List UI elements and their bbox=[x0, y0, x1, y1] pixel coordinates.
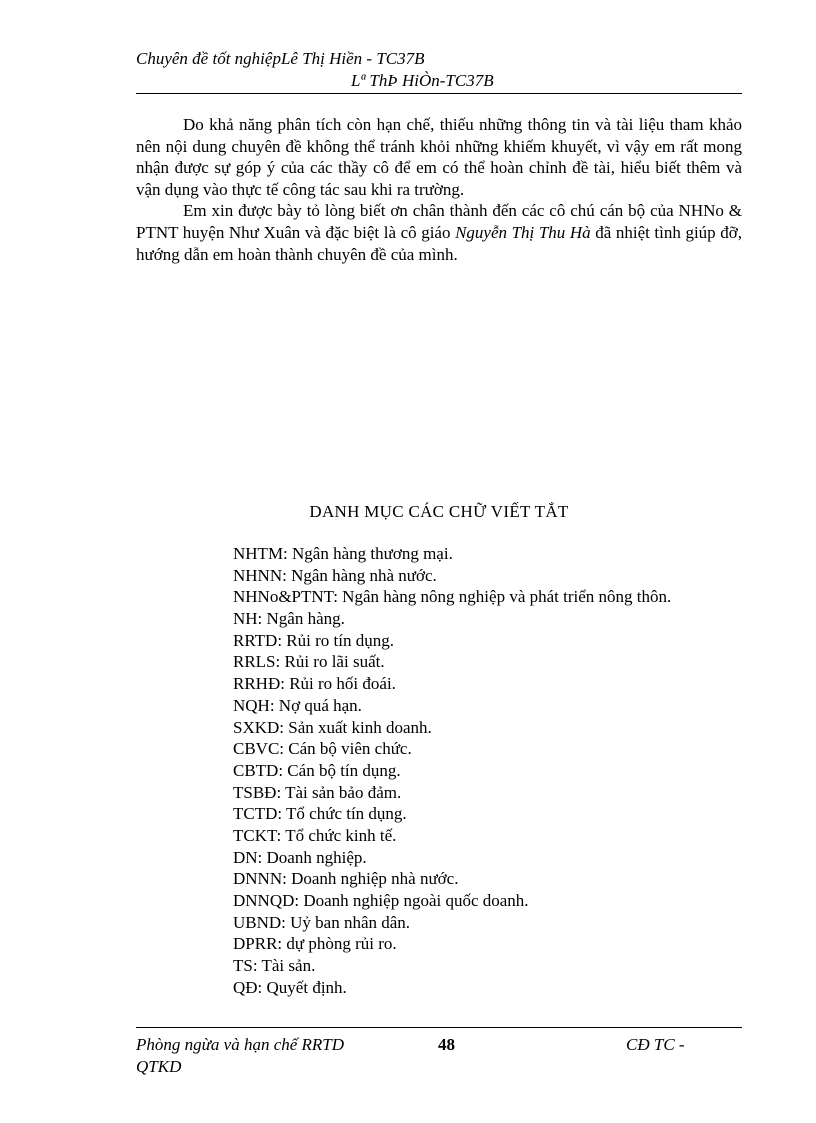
page-header bbox=[136, 48, 742, 92]
abbreviation-item: NQH: Nợ quá hạn. bbox=[233, 695, 362, 715]
abbreviation-item: RRTD: Rủi ro tín dụng. bbox=[233, 630, 394, 650]
abbreviation-item: UBND: Uỷ ban nhân dân. bbox=[233, 912, 411, 932]
footer-department: CĐ TC - bbox=[626, 1035, 685, 1054]
paragraph-limitations: Do khả năng phân tích còn hạn chế, thiếu những thông tin và tài liệu tham khảo nên nội dung chuyên đề không thể tránh khỏi những khiếm khuyết, vì vậy em rất mong nhận được sự góp ý của các thầy cô để em có thể hoàn chỉnh đề tài, hiểu biết thêm và vận dụng vào thực tế công tác sau khi ra trường. bbox=[136, 115, 742, 199]
abbreviation-item: TS: Tài sản. bbox=[233, 956, 316, 976]
abbreviation-item: DN: Doanh nghiệp. bbox=[233, 847, 367, 867]
abbreviation-item: CBVC: Cán bộ viên chức. bbox=[233, 739, 412, 759]
abbreviation-item: CBTD: Cán bộ tín dụng. bbox=[233, 760, 401, 780]
supervisor-name: Nguyễn Thị Thu Hà bbox=[455, 222, 591, 242]
header-title: Chuyên đề tốt nghiệpLê Thị Hiền - TC37B bbox=[136, 49, 425, 68]
acknowledgement-text-end: đã nhiệt tình giúp đỡ, hướng dẫn em hoàn thành chuyên đề của mình. bbox=[136, 222, 743, 264]
footer-topic: Phòng ngừa và hạn chế RRTD bbox=[136, 1035, 345, 1054]
abbreviation-item: NHTM: Ngân hàng thương mại. bbox=[233, 544, 453, 563]
abbreviation-item: DNNN: Doanh nghiệp nhà nước. bbox=[233, 869, 459, 889]
abbreviation-item: NH: Ngân hàng. bbox=[233, 609, 345, 629]
abbreviation-item: TSBĐ: Tài sản bảo đảm. bbox=[233, 782, 402, 802]
abbreviation-item: TCTD: Tổ chức tín dụng. bbox=[233, 804, 407, 824]
footer-divider bbox=[136, 1027, 742, 1028]
abbreviation-item: SXKD: Sản xuất kinh doanh. bbox=[233, 717, 432, 737]
abbreviation-item: RRHĐ: Rủi ro hối đoái. bbox=[233, 674, 396, 694]
abbreviations-list bbox=[233, 543, 753, 998]
header-author-garbled: Lª ThÞ HiÒn-TC37B bbox=[351, 71, 494, 90]
page-number: 48 bbox=[438, 1035, 455, 1054]
footer-department-cont: QTKD bbox=[136, 1057, 182, 1076]
abbreviation-item: RRLS: Rủi ro lãi suất. bbox=[233, 652, 385, 672]
abbreviation-item: DNNQD: Doanh nghiệp ngoài quốc doanh. bbox=[233, 891, 529, 910]
abbreviation-item: QĐ: Quyết định. bbox=[233, 977, 347, 997]
abbreviation-item: NHNN: Ngân hàng nhà nước. bbox=[233, 565, 437, 585]
abbreviation-item: DPRR: dự phòng rủi ro. bbox=[233, 934, 397, 954]
abbreviations-heading: DANH MỤC CÁC CHỮ VIẾT TẮT bbox=[309, 502, 569, 521]
acknowledgement-text: Em xin được bày tỏ lòng biết ơn chân thành đến các cô chú cán bộ của NHNo & PTNT huyện Như Xuân và đặc biệt là cô giáo bbox=[136, 201, 742, 242]
paragraph-acknowledgement bbox=[136, 200, 742, 265]
header-divider bbox=[136, 93, 742, 94]
abbreviation-item: NHNo&PTNT: Ngân hàng nông nghiệp và phát triển nông thôn. bbox=[233, 587, 672, 607]
abbreviation-item: TCKT: Tổ chức kinh tế. bbox=[233, 825, 397, 845]
body-text bbox=[136, 114, 742, 265]
